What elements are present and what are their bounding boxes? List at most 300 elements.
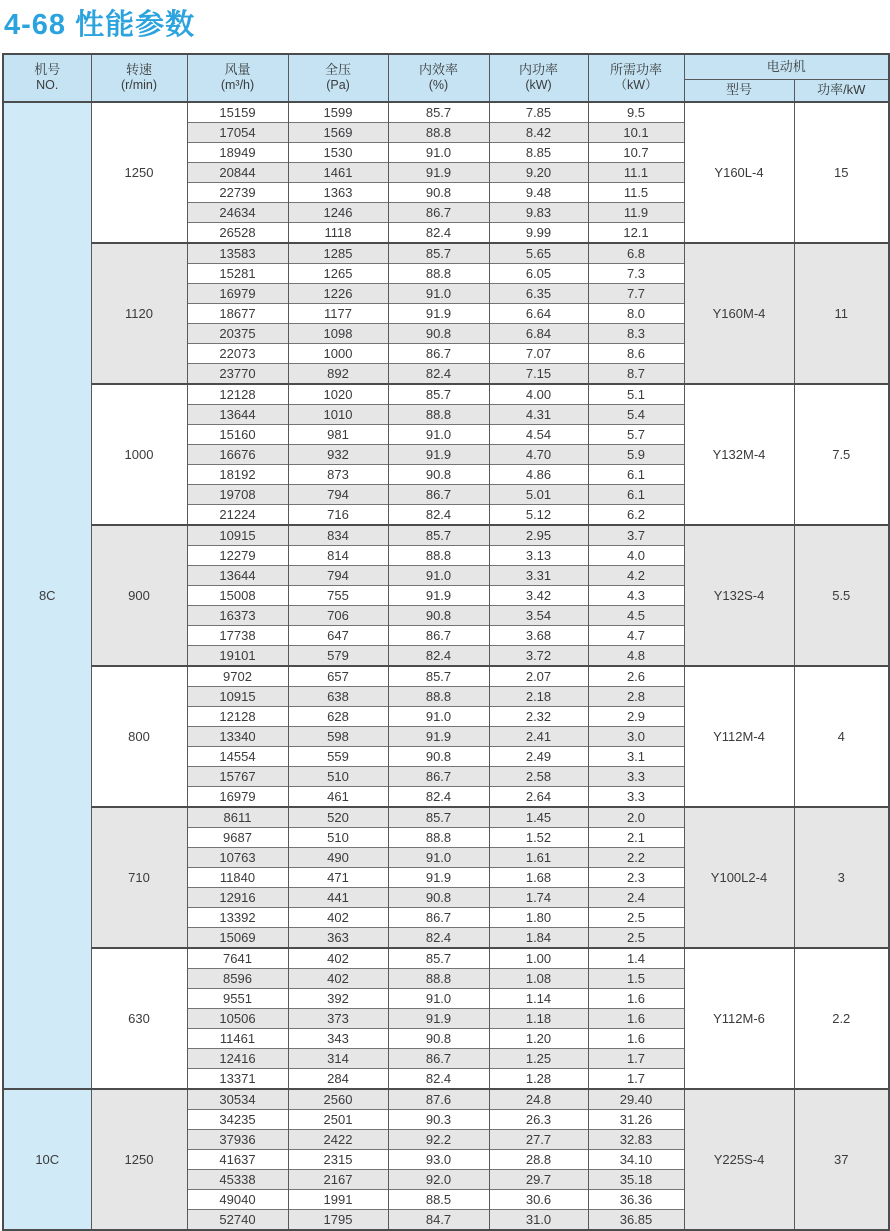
table-row: [3, 666, 889, 687]
cell-power-internal: 1.28: [489, 1068, 588, 1089]
cell-power-required: 2.5: [588, 927, 684, 948]
cell-efficiency: 91.0: [388, 142, 489, 162]
cell-power-required: 4.2: [588, 565, 684, 585]
cell-pressure: 579: [288, 645, 388, 666]
cell-pressure: 794: [288, 565, 388, 585]
cell-flow: 8611: [187, 807, 288, 828]
cell-power-required: 2.3: [588, 867, 684, 887]
cell-flow: 12916: [187, 887, 288, 907]
cell-pressure: 892: [288, 363, 388, 384]
cell-efficiency: 88.8: [388, 968, 489, 988]
cell-pressure: 1226: [288, 283, 388, 303]
cell-efficiency: 91.0: [388, 424, 489, 444]
cell-efficiency: 82.4: [388, 786, 489, 807]
cell-power-internal: 8.85: [489, 142, 588, 162]
cell-pressure: 1265: [288, 263, 388, 283]
cell-power-internal: 1.00: [489, 948, 588, 969]
cell-pressure: 1285: [288, 243, 388, 264]
cell-power-internal: 1.20: [489, 1028, 588, 1048]
cell-speed: 800: [91, 666, 187, 807]
header-motor: 电动机: [684, 54, 889, 80]
cell-flow: 9702: [187, 666, 288, 687]
cell-power-internal: 26.3: [489, 1109, 588, 1129]
cell-power-required: 2.8: [588, 686, 684, 706]
cell-flow: 13371: [187, 1068, 288, 1089]
cell-efficiency: 90.8: [388, 323, 489, 343]
table-row: [3, 525, 889, 546]
cell-flow: 16979: [187, 786, 288, 807]
cell-efficiency: 90.8: [388, 464, 489, 484]
cell-pressure: 706: [288, 605, 388, 625]
cell-power-required: 4.0: [588, 545, 684, 565]
cell-efficiency: 88.8: [388, 263, 489, 283]
cell-power-internal: 1.84: [489, 927, 588, 948]
header-power-required: 所需功率 （kW）: [588, 54, 684, 102]
table-row: [3, 243, 889, 264]
cell-efficiency: 91.9: [388, 303, 489, 323]
cell-efficiency: 88.5: [388, 1189, 489, 1209]
cell-pressure: 559: [288, 746, 388, 766]
cell-efficiency: 86.7: [388, 907, 489, 927]
cell-flow: 16979: [187, 283, 288, 303]
cell-power-required: 11.5: [588, 182, 684, 202]
cell-power-internal: 8.42: [489, 122, 588, 142]
cell-efficiency: 82.4: [388, 363, 489, 384]
cell-pressure: 834: [288, 525, 388, 546]
cell-flow: 34235: [187, 1109, 288, 1129]
cell-speed: 630: [91, 948, 187, 1089]
cell-flow: 15008: [187, 585, 288, 605]
cell-flow: 16373: [187, 605, 288, 625]
cell-power-internal: 1.61: [489, 847, 588, 867]
cell-flow: 17738: [187, 625, 288, 645]
cell-power-required: 34.10: [588, 1149, 684, 1169]
cell-flow: 7641: [187, 948, 288, 969]
cell-flow: 13392: [187, 907, 288, 927]
cell-power-required: 4.5: [588, 605, 684, 625]
cell-pressure: 873: [288, 464, 388, 484]
cell-flow: 15281: [187, 263, 288, 283]
cell-power-required: 3.7: [588, 525, 684, 546]
header-power-internal: 内功率 (kW): [489, 54, 588, 102]
table-row: [3, 102, 889, 123]
cell-power-required: 36.85: [588, 1209, 684, 1230]
cell-speed: 1250: [91, 1089, 187, 1230]
cell-power-required: 11.1: [588, 162, 684, 182]
cell-power-required: 3.0: [588, 726, 684, 746]
cell-power-internal: 2.95: [489, 525, 588, 546]
cell-power-required: 5.7: [588, 424, 684, 444]
table-row: [3, 1089, 889, 1110]
cell-pressure: 402: [288, 907, 388, 927]
cell-efficiency: 92.2: [388, 1129, 489, 1149]
cell-motor-model: Y160M-4: [684, 243, 794, 384]
cell-efficiency: 90.8: [388, 605, 489, 625]
cell-power-internal: 1.18: [489, 1008, 588, 1028]
cell-motor-power: 3: [794, 807, 889, 948]
table-row: [3, 384, 889, 405]
cell-pressure: 716: [288, 504, 388, 525]
table-row: [3, 807, 889, 828]
cell-pressure: 373: [288, 1008, 388, 1028]
cell-flow: 21224: [187, 504, 288, 525]
cell-flow: 13583: [187, 243, 288, 264]
cell-power-required: 5.1: [588, 384, 684, 405]
cell-pressure: 363: [288, 927, 388, 948]
cell-power-internal: 1.80: [489, 907, 588, 927]
cell-pressure: 638: [288, 686, 388, 706]
page-title: 4-68 性能参数: [4, 9, 196, 41]
cell-pressure: 1991: [288, 1189, 388, 1209]
cell-power-required: 32.83: [588, 1129, 684, 1149]
cell-flow: 14554: [187, 746, 288, 766]
header-motor-power: 功率/kW: [794, 79, 889, 102]
cell-efficiency: 88.8: [388, 827, 489, 847]
cell-power-required: 2.1: [588, 827, 684, 847]
cell-efficiency: 88.8: [388, 404, 489, 424]
cell-flow: 18949: [187, 142, 288, 162]
cell-motor-model: Y160L-4: [684, 102, 794, 243]
cell-power-required: 6.8: [588, 243, 684, 264]
cell-efficiency: 91.0: [388, 847, 489, 867]
cell-power-required: 9.5: [588, 102, 684, 123]
cell-flow: 49040: [187, 1189, 288, 1209]
cell-pressure: 1020: [288, 384, 388, 405]
cell-power-required: 12.1: [588, 222, 684, 243]
cell-pressure: 392: [288, 988, 388, 1008]
cell-power-internal: 3.42: [489, 585, 588, 605]
cell-power-internal: 6.64: [489, 303, 588, 323]
cell-motor-power: 2.2: [794, 948, 889, 1089]
cell-power-required: 1.5: [588, 968, 684, 988]
cell-flow: 26528: [187, 222, 288, 243]
cell-power-required: 8.7: [588, 363, 684, 384]
header-speed: 转速 (r/min): [91, 54, 187, 102]
cell-power-required: 3.3: [588, 766, 684, 786]
cell-power-internal: 30.6: [489, 1189, 588, 1209]
cell-pressure: 1010: [288, 404, 388, 424]
cell-motor-model: Y225S-4: [684, 1089, 794, 1230]
cell-efficiency: 85.7: [388, 666, 489, 687]
cell-no: 10C: [3, 1089, 91, 1230]
cell-power-internal: 2.41: [489, 726, 588, 746]
cell-power-internal: 1.52: [489, 827, 588, 847]
cell-power-internal: 2.64: [489, 786, 588, 807]
cell-power-required: 1.4: [588, 948, 684, 969]
cell-flow: 20375: [187, 323, 288, 343]
cell-pressure: 471: [288, 867, 388, 887]
cell-pressure: 794: [288, 484, 388, 504]
cell-efficiency: 91.0: [388, 988, 489, 1008]
table-row: [3, 948, 889, 969]
header-flow: 风量 (m³/h): [187, 54, 288, 102]
cell-power-required: 1.6: [588, 1028, 684, 1048]
cell-efficiency: 86.7: [388, 343, 489, 363]
cell-power-required: 5.4: [588, 404, 684, 424]
cell-power-internal: 2.58: [489, 766, 588, 786]
cell-efficiency: 88.8: [388, 122, 489, 142]
cell-efficiency: 90.8: [388, 182, 489, 202]
cell-pressure: 461: [288, 786, 388, 807]
cell-power-required: 11.9: [588, 202, 684, 222]
cell-efficiency: 86.7: [388, 625, 489, 645]
cell-power-internal: 7.85: [489, 102, 588, 123]
cell-power-internal: 9.20: [489, 162, 588, 182]
cell-speed: 1000: [91, 384, 187, 525]
cell-power-required: 8.0: [588, 303, 684, 323]
cell-pressure: 2315: [288, 1149, 388, 1169]
cell-pressure: 402: [288, 948, 388, 969]
cell-power-required: 2.6: [588, 666, 684, 687]
cell-flow: 11840: [187, 867, 288, 887]
cell-power-internal: 3.68: [489, 625, 588, 645]
cell-pressure: 1000: [288, 343, 388, 363]
cell-power-internal: 2.18: [489, 686, 588, 706]
cell-efficiency: 90.8: [388, 1028, 489, 1048]
cell-efficiency: 85.7: [388, 384, 489, 405]
cell-efficiency: 91.0: [388, 706, 489, 726]
cell-power-internal: 1.68: [489, 867, 588, 887]
cell-efficiency: 91.9: [388, 1008, 489, 1028]
cell-efficiency: 90.8: [388, 887, 489, 907]
cell-flow: 10763: [187, 847, 288, 867]
cell-pressure: 657: [288, 666, 388, 687]
cell-efficiency: 82.4: [388, 927, 489, 948]
table-body: [3, 102, 889, 1230]
cell-power-internal: 5.01: [489, 484, 588, 504]
cell-pressure: 1530: [288, 142, 388, 162]
cell-pressure: 510: [288, 827, 388, 847]
cell-efficiency: 91.0: [388, 283, 489, 303]
cell-flow: 20844: [187, 162, 288, 182]
cell-motor-model: Y112M-4: [684, 666, 794, 807]
cell-pressure: 1098: [288, 323, 388, 343]
cell-power-internal: 4.31: [489, 404, 588, 424]
cell-pressure: 2560: [288, 1089, 388, 1110]
cell-power-internal: 9.99: [489, 222, 588, 243]
cell-power-internal: 4.70: [489, 444, 588, 464]
cell-efficiency: 85.7: [388, 948, 489, 969]
cell-speed: 710: [91, 807, 187, 948]
cell-pressure: 343: [288, 1028, 388, 1048]
cell-power-required: 10.1: [588, 122, 684, 142]
cell-efficiency: 87.6: [388, 1089, 489, 1110]
cell-flow: 45338: [187, 1169, 288, 1189]
cell-flow: 17054: [187, 122, 288, 142]
cell-efficiency: 91.9: [388, 585, 489, 605]
cell-power-required: 6.1: [588, 484, 684, 504]
cell-power-internal: 4.00: [489, 384, 588, 405]
header-pressure: 全压 (Pa): [288, 54, 388, 102]
cell-pressure: 314: [288, 1048, 388, 1068]
cell-pressure: 510: [288, 766, 388, 786]
cell-flow: 19708: [187, 484, 288, 504]
cell-flow: 23770: [187, 363, 288, 384]
cell-motor-model: Y132S-4: [684, 525, 794, 666]
cell-power-internal: 1.74: [489, 887, 588, 907]
cell-motor-power: 5.5: [794, 525, 889, 666]
cell-power-required: 8.3: [588, 323, 684, 343]
cell-pressure: 284: [288, 1068, 388, 1089]
cell-pressure: 1363: [288, 182, 388, 202]
cell-power-internal: 27.7: [489, 1129, 588, 1149]
cell-pressure: 2167: [288, 1169, 388, 1189]
header-no: 机号 NO.: [3, 54, 91, 102]
cell-pressure: 981: [288, 424, 388, 444]
cell-power-internal: 6.05: [489, 263, 588, 283]
cell-flow: 41637: [187, 1149, 288, 1169]
cell-flow: 15160: [187, 424, 288, 444]
cell-power-internal: 9.48: [489, 182, 588, 202]
cell-no: 8C: [3, 102, 91, 1089]
cell-power-required: 1.6: [588, 1008, 684, 1028]
cell-efficiency: 86.7: [388, 1048, 489, 1068]
cell-flow: 10915: [187, 686, 288, 706]
cell-pressure: 628: [288, 706, 388, 726]
cell-flow: 9551: [187, 988, 288, 1008]
cell-power-internal: 3.13: [489, 545, 588, 565]
cell-flow: 16676: [187, 444, 288, 464]
cell-power-internal: 9.83: [489, 202, 588, 222]
cell-power-internal: 4.54: [489, 424, 588, 444]
cell-motor-power: 4: [794, 666, 889, 807]
cell-flow: 8596: [187, 968, 288, 988]
cell-flow: 18677: [187, 303, 288, 323]
cell-power-internal: 1.45: [489, 807, 588, 828]
cell-pressure: 755: [288, 585, 388, 605]
cell-motor-model: Y100L2-4: [684, 807, 794, 948]
cell-efficiency: 82.4: [388, 222, 489, 243]
cell-power-required: 5.9: [588, 444, 684, 464]
cell-flow: 15069: [187, 927, 288, 948]
cell-efficiency: 88.8: [388, 545, 489, 565]
cell-pressure: 814: [288, 545, 388, 565]
header-row-1: [3, 54, 889, 80]
cell-power-required: 7.7: [588, 283, 684, 303]
cell-pressure: 647: [288, 625, 388, 645]
cell-power-required: 2.2: [588, 847, 684, 867]
cell-flow: 13644: [187, 404, 288, 424]
cell-flow: 30534: [187, 1089, 288, 1110]
cell-flow: 24634: [187, 202, 288, 222]
cell-power-required: 2.4: [588, 887, 684, 907]
cell-efficiency: 90.3: [388, 1109, 489, 1129]
cell-power-required: 1.7: [588, 1068, 684, 1089]
cell-flow: 19101: [187, 645, 288, 666]
cell-power-internal: 28.8: [489, 1149, 588, 1169]
cell-power-internal: 5.65: [489, 243, 588, 264]
cell-efficiency: 85.7: [388, 807, 489, 828]
cell-efficiency: 82.4: [388, 1068, 489, 1089]
cell-pressure: 2501: [288, 1109, 388, 1129]
cell-pressure: 1246: [288, 202, 388, 222]
cell-power-required: 4.8: [588, 645, 684, 666]
cell-flow: 12128: [187, 384, 288, 405]
cell-power-internal: 2.49: [489, 746, 588, 766]
cell-power-required: 29.40: [588, 1089, 684, 1110]
cell-power-required: 2.0: [588, 807, 684, 828]
cell-flow: 10915: [187, 525, 288, 546]
cell-pressure: 2422: [288, 1129, 388, 1149]
cell-flow: 9687: [187, 827, 288, 847]
cell-flow: 10506: [187, 1008, 288, 1028]
cell-power-required: 6.2: [588, 504, 684, 525]
cell-power-required: 2.9: [588, 706, 684, 726]
cell-flow: 37936: [187, 1129, 288, 1149]
performance-table: [2, 53, 890, 1231]
cell-power-internal: 3.54: [489, 605, 588, 625]
cell-efficiency: 86.7: [388, 484, 489, 504]
cell-flow: 22073: [187, 343, 288, 363]
cell-efficiency: 93.0: [388, 1149, 489, 1169]
cell-efficiency: 86.7: [388, 766, 489, 786]
cell-motor-power: 37: [794, 1089, 889, 1230]
cell-power-required: 4.3: [588, 585, 684, 605]
cell-power-required: 10.7: [588, 142, 684, 162]
cell-power-required: 3.1: [588, 746, 684, 766]
cell-flow: 11461: [187, 1028, 288, 1048]
cell-power-required: 1.7: [588, 1048, 684, 1068]
cell-efficiency: 84.7: [388, 1209, 489, 1230]
cell-motor-model: Y132M-4: [684, 384, 794, 525]
cell-efficiency: 91.9: [388, 162, 489, 182]
cell-pressure: 1118: [288, 222, 388, 243]
cell-efficiency: 85.7: [388, 525, 489, 546]
cell-power-required: 4.7: [588, 625, 684, 645]
cell-power-required: 36.36: [588, 1189, 684, 1209]
cell-power-internal: 6.35: [489, 283, 588, 303]
cell-power-required: 6.1: [588, 464, 684, 484]
cell-efficiency: 82.4: [388, 645, 489, 666]
cell-efficiency: 86.7: [388, 202, 489, 222]
cell-power-required: 35.18: [588, 1169, 684, 1189]
cell-motor-power: 7.5: [794, 384, 889, 525]
cell-power-internal: 3.31: [489, 565, 588, 585]
cell-pressure: 598: [288, 726, 388, 746]
cell-power-internal: 5.12: [489, 504, 588, 525]
cell-flow: 18192: [187, 464, 288, 484]
cell-pressure: 1461: [288, 162, 388, 182]
cell-flow: 15159: [187, 102, 288, 123]
cell-efficiency: 85.7: [388, 243, 489, 264]
cell-motor-model: Y112M-6: [684, 948, 794, 1089]
cell-power-internal: 31.0: [489, 1209, 588, 1230]
cell-efficiency: 91.9: [388, 726, 489, 746]
cell-speed: 1250: [91, 102, 187, 243]
table-header: [3, 54, 889, 102]
cell-flow: 12128: [187, 706, 288, 726]
cell-pressure: 932: [288, 444, 388, 464]
cell-power-internal: 1.08: [489, 968, 588, 988]
cell-power-internal: 3.72: [489, 645, 588, 666]
cell-power-internal: 1.14: [489, 988, 588, 1008]
cell-pressure: 441: [288, 887, 388, 907]
cell-efficiency: 91.0: [388, 565, 489, 585]
cell-flow: 22739: [187, 182, 288, 202]
cell-power-required: 31.26: [588, 1109, 684, 1129]
cell-flow: 13644: [187, 565, 288, 585]
cell-pressure: 1795: [288, 1209, 388, 1230]
cell-pressure: 1569: [288, 122, 388, 142]
cell-power-required: 1.6: [588, 988, 684, 1008]
cell-efficiency: 91.9: [388, 867, 489, 887]
cell-efficiency: 88.8: [388, 686, 489, 706]
cell-speed: 900: [91, 525, 187, 666]
cell-efficiency: 90.8: [388, 746, 489, 766]
cell-flow: 12279: [187, 545, 288, 565]
cell-speed: 1120: [91, 243, 187, 384]
cell-power-internal: 24.8: [489, 1089, 588, 1110]
